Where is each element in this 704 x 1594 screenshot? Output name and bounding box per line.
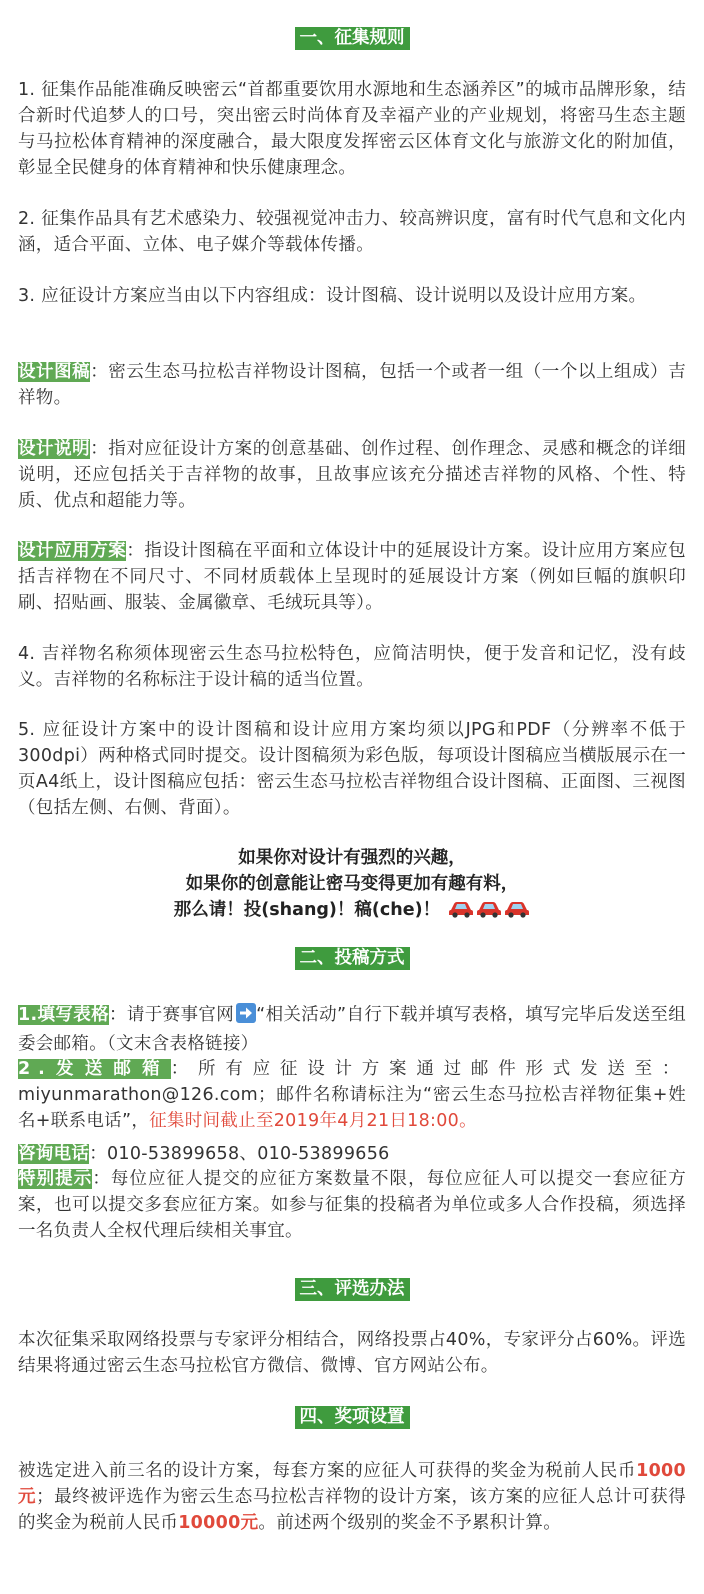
design-application-label: 设计应用方案: [18, 541, 127, 561]
design-explanation-label: 设计说明: [18, 439, 91, 459]
rule-1: 1. 征集作品能准确反映密云“首都重要饮用水源地和生态涵养区”的城市品牌形象，结合新时代追梦人的口号，突出密云时尚体育及幸福产业的产业规划，将密马生态主题与马拉松体育精神的深度融合，最大限度发挥密云区体育文化与旅游文化的附加值，彰显全民健身的体育精神和快乐健康理念。: [18, 80, 686, 178]
phone-numbers: ：010-53899658、010-53899656: [89, 1144, 390, 1164]
phone-label: 咨询电话: [18, 1144, 90, 1164]
awards-paragraph: 被选定进入前三名的设计方案，每套方案的应征人可获得的奖金为税前人民币1000元；最终被评选作为密云生态马拉松吉祥物的设计方案，该方案的应征人总计可获得的奖金为税前人民币10000元。前述两个级别的奖金不予累积计算。: [18, 1461, 686, 1533]
design-draft-paragraph: [18, 359, 686, 411]
design-explanation-paragraph: [18, 436, 686, 514]
email-address[interactable]: miyunmarathon@126.com: [18, 1085, 259, 1105]
design-application-text: ：指设计图稿在平面和立体设计中的延展设计方案。设计应用方案应包括吉祥物在不同尺寸、不同材质载体上呈现时的延展设计方案（例如巨幅的旗帜印刷、招贴画、服装、金属徽章、毛绒玩具等）。: [18, 541, 686, 613]
send-email-label: 2.发送邮箱: [18, 1059, 171, 1079]
callout-line-3: 那么请！投(shang)！稿(che)！: [18, 897, 686, 926]
send-email-paragraph: 2.发送邮箱：所有应征设计方案通过邮件形式发送至：miyunmarathon@126.com；邮件名称请标注为“密云生态马拉松吉祥物征集+姓名+联系电话”，征集时间截止至2019年4月21日18:00。: [18, 1059, 687, 1131]
rule-5: 5. 应征设计方案中的设计图稿和设计应用方案均须以JPG和PDF（分辨率不低于300dpi）两种格式同时提交。设计图稿须为彩色版，每项设计图稿应当横版展示在一页A4纸上，设计图稿应包括：密云生态马拉松吉祥物组合设计图稿、正面图、三视图（包括左侧、右侧、背面）。: [18, 720, 686, 818]
design-draft-label: 设计图稿: [18, 362, 91, 382]
car-icon: [476, 900, 502, 926]
design-draft-text: ：密云生态马拉松吉祥物设计图稿，包括一个或者一组（一个以上组成）吉祥物。: [18, 362, 686, 408]
award-amount-2: 10000元: [178, 1513, 259, 1533]
section-heading-rules: 一、征集规则: [0, 27, 704, 50]
phone-paragraph: [18, 1141, 686, 1167]
car-icon: [448, 900, 474, 926]
rule-2: 2. 征集作品具有艺术感染力、较强视觉冲击力、较高辨识度，富有时代气息和文化内涵，适合平面、立体、电子媒介等载体传播。: [18, 209, 686, 255]
special-note-text: ：每位应征人提交的应征方案数量不限，每位应征人可以提交一套应征方案，也可以提交多套应征方案。如参与征集的投稿者为单位或多人合作投稿，须选择一名负责人全权代理后续相关事宜。: [18, 1169, 686, 1241]
rule-3: 3. 应征设计方案应当由以下内容组成：设计图稿、设计说明以及设计应用方案。: [18, 286, 647, 306]
fill-form-paragraph: 1.填写表格：请于赛事官网 “相关活动”自行下载并填写表格，填写完毕后发送至组委会邮箱。（文末含表格链接）: [18, 1005, 687, 1054]
section-heading-submission: 二、投稿方式: [0, 947, 704, 970]
selection-paragraph: 本次征集采取网络投票与专家评分相结合，网络投票占40%，专家评分占60%。评选结果将通过密云生态马拉松官方微信、微博、官方网站公布。: [18, 1330, 686, 1376]
rule-4: 4. 吉祥物名称须体现密云生态马拉松特色，应简洁明快，便于发音和记忆，没有歧义。吉祥物的名称标注于设计稿的适当位置。: [18, 644, 686, 690]
section-heading-selection: 三、评选办法: [0, 1278, 704, 1301]
callout-line-1: 如果你对设计有强烈的兴趣，: [238, 848, 466, 868]
special-note-paragraph: [18, 1166, 686, 1244]
car-icon: [504, 900, 530, 926]
deadline-text: 征集时间截止至2019年4月21日18:00。: [149, 1111, 477, 1131]
award-amount-1: 1000元: [18, 1461, 686, 1507]
callout-line-2: 如果你的创意能让密马变得更加有趣有料，: [185, 874, 519, 894]
right-arrow-icon: [236, 1003, 256, 1031]
callout-block: [18, 845, 686, 926]
section-heading-awards: 四、奖项设置: [0, 1406, 704, 1429]
design-application-paragraph: [18, 538, 686, 616]
fill-form-label: 1.填写表格: [18, 1005, 109, 1025]
design-explanation-text: ：指对应征设计方案的创意基础、创作过程、创作理念、灵感和概念的详细说明，还应包括关于吉祥物的故事，且故事应该充分描述吉祥物的风格、个性、特质、优点和超能力等。: [18, 439, 686, 511]
special-note-label: 特别提示: [18, 1169, 93, 1189]
